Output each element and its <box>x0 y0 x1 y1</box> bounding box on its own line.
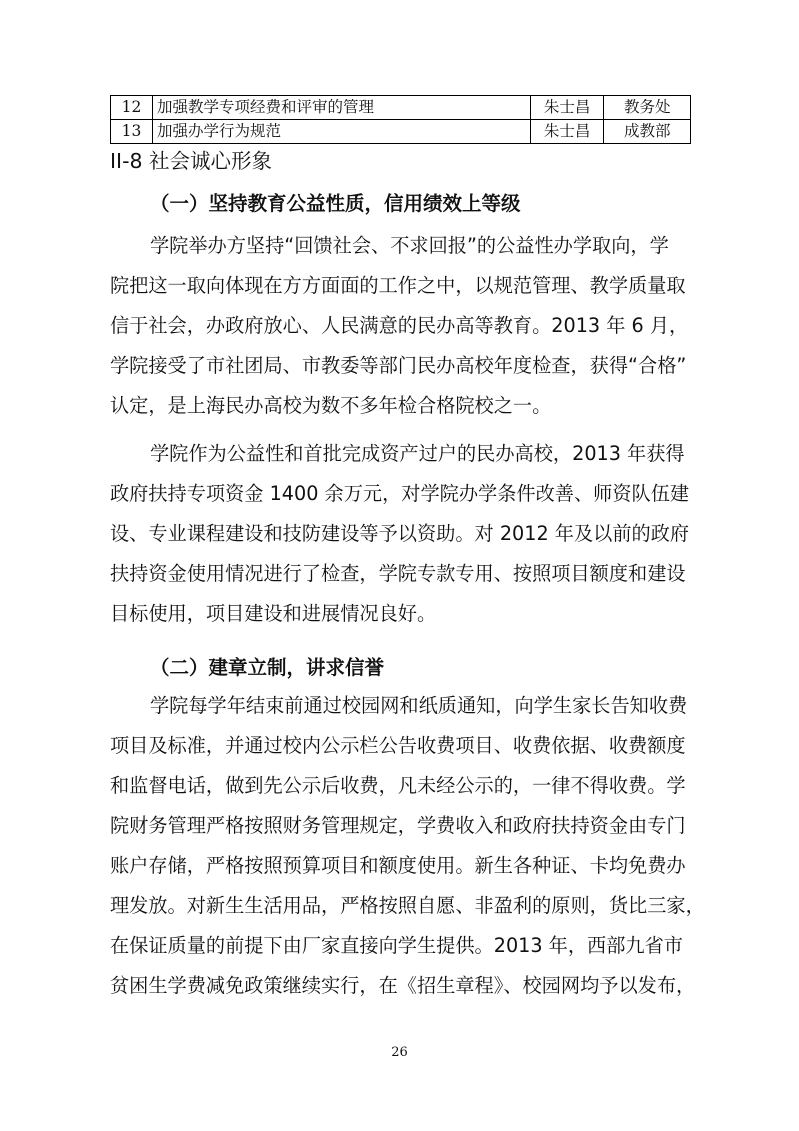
row-person: 朱士昌 <box>530 120 604 144</box>
row-number: 13 <box>111 120 153 144</box>
section-title: II-8 社会诚心形象 <box>110 149 273 173</box>
subsection-heading-2: （二）建章立制，讲求信誉 <box>150 656 385 679</box>
table-row <box>111 96 691 120</box>
row-department: 成教部 <box>604 120 691 144</box>
paragraph-line: 贫困生学费减免政策继续实行，在《招生章程》、校园网均予以发布， <box>110 974 696 997</box>
paragraph-line: 扶持资金使用情况进行了检查，学院专款专用、按照项目额度和建设 <box>110 562 686 585</box>
paragraph-line: 在保证质量的前提下由厂家直接向学生提供。2013 年，西部九省市 <box>110 934 683 957</box>
paragraph-line: 项目及标准，并通过校内公示栏公告收费项目、收费依据、收费额度 <box>110 734 686 757</box>
paragraph-3 <box>110 686 705 1006</box>
paragraph-line: 院把这一取向体现在方方面面的工作之中，以规范管理、教学质量取 <box>110 274 686 297</box>
row-number: 12 <box>111 96 153 120</box>
page-number: 26 <box>391 1045 408 1060</box>
paragraph-line: 学院接受了市社团局、市教委等部门民办高校年度检查，获得“合格” <box>110 354 687 377</box>
row-item: 加强办学行为规范 <box>152 120 530 144</box>
row-person: 朱士昌 <box>530 96 604 120</box>
paragraph-line: 学院作为公益性和首批完成资产过户的民办高校，2013 年获得 <box>150 442 685 465</box>
paragraph-line: 学院每学年结束前通过校园网和纸质通知，向学生家长告知收费 <box>150 694 688 717</box>
paragraph-1 <box>110 226 688 426</box>
row-department: 教务处 <box>604 96 691 120</box>
paragraph-line: 政府扶持专项资金 1400 余万元，对学院办学条件改善、师资队伍建 <box>110 482 690 505</box>
paragraph-2 <box>110 434 688 634</box>
paragraph-line: 认定，是上海民办高校为数不多年检合格院校之一。 <box>110 394 552 417</box>
subsection-heading-1: （一）坚持教育公益性质，信用绩效上等级 <box>150 192 521 215</box>
row-item: 加强教学专项经费和评审的管理 <box>152 96 530 120</box>
paragraph-line: 设、专业课程建设和技防建设等予以资助。对 2012 年及以前的政府 <box>110 522 690 545</box>
paragraph-line: 学院举办方坚持“回馈社会、不求回报”的公益性办学取向，学 <box>150 234 669 257</box>
paragraph-line: 理发放。对新生生活用品，严格按照自愿、非盈利的原则，货比三家， <box>110 894 705 917</box>
responsibility-table <box>110 95 691 144</box>
paragraph-line: 账户存储，严格按照预算项目和额度使用。新生各种证、卡均免费办 <box>110 854 686 877</box>
paragraph-line: 院财务管理严格按照财务管理规定，学费收入和政府扶持资金由专门 <box>110 814 686 837</box>
paragraph-line: 信于社会，办政府放心、人民满意的民办高等教育。2013 年 6 月， <box>110 314 689 337</box>
table-row <box>111 120 691 144</box>
paragraph-line: 和监督电话，做到先公示后收费，凡未经公示的，一律不得收费。学 <box>110 774 686 797</box>
paragraph-line: 目标使用，项目建设和进展情况良好。 <box>110 602 437 625</box>
